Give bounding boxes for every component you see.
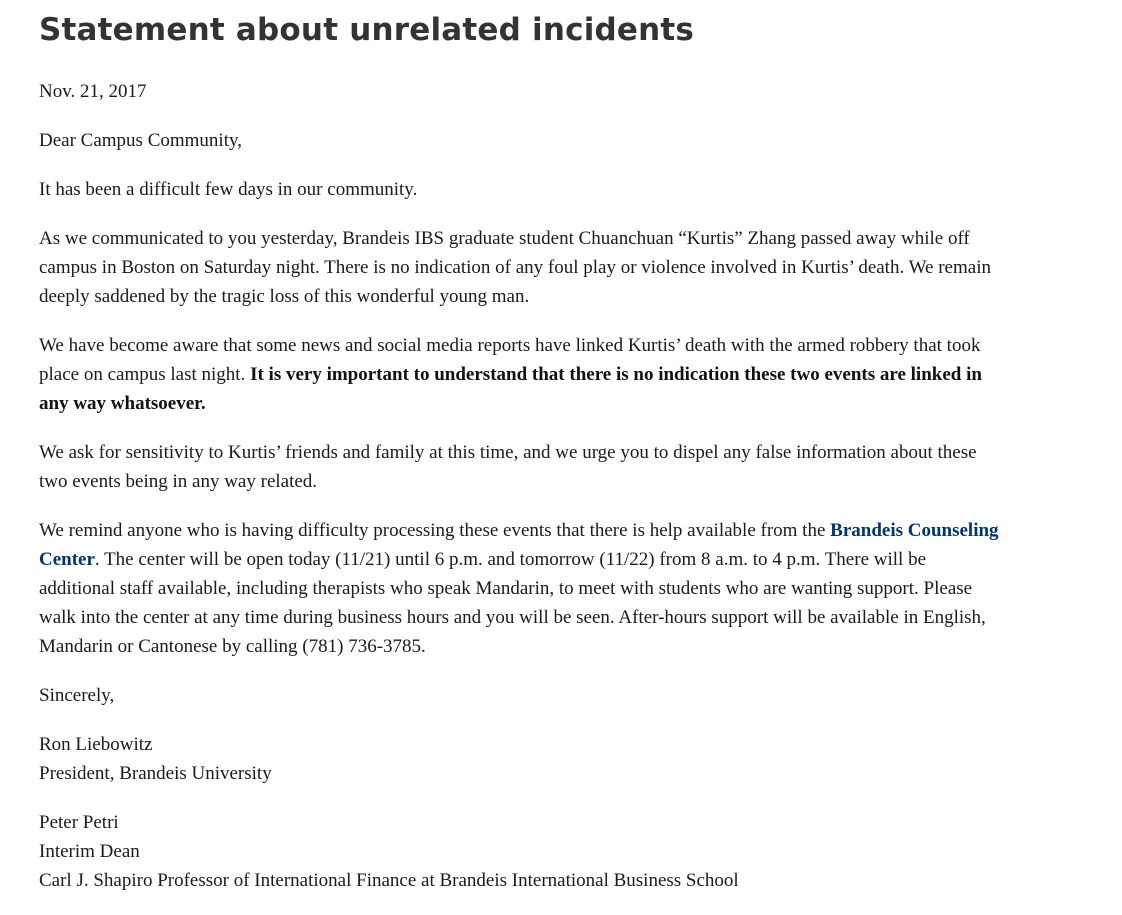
signature-block-1: [39, 730, 999, 788]
paragraph-2: As we communicated to you yesterday, Brandeis IBS graduate student Chuanchuan “Kurtis” Zhang passed away while off campus in Boston on Saturday night. There is no indication of any foul play or violence involved in Kurtis’ death. We remain deeply saddened by the tragic loss of this wonderful young man.: [39, 228, 991, 307]
paragraph-1: It has been a difficult few days in our community.: [39, 179, 418, 200]
article-date: Nov. 21, 2017: [39, 81, 147, 102]
counseling-center-link[interactable]: Brandeis Counseling Center: [39, 520, 999, 570]
signer-name: Ron Liebowitz: [39, 734, 153, 755]
paragraph-5-text-start: We remind anyone who is having difficulty processing these events that there is help available from the: [39, 520, 831, 541]
signature-block-2: [39, 808, 999, 895]
paragraph-3-text: We have become aware that some news and social media reports have linked Kurtis’ death with the armed robbery that took place on campus last night.: [39, 335, 981, 385]
paragraph-4: We ask for sensitivity to Kurtis’ friends and family at this time, and we urge you to dispel any false information about these two events being in any way related.: [39, 442, 977, 492]
signer-title: Carl J. Shapiro Professor of International Finance at Brandeis International Business School: [39, 870, 739, 891]
paragraph-5-text-end: . The center will be open today (11/21) until 6 p.m. and tomorrow (11/22) from 8 a.m. to 4 p.m. There will be additional staff available, including therapists who speak Mandarin, to meet with students who are wanting support. Please walk into the center at any time during business hours and you will be seen. After-hours support will be available in English, Mandarin or Cantonese by calling (781) 736-3785.: [39, 549, 986, 657]
signer-title: Interim Dean: [39, 841, 140, 862]
article: [39, 0, 999, 915]
signer-name: Peter Petri: [39, 812, 119, 833]
closing: Sincerely,: [39, 685, 115, 706]
paragraph-5: [39, 516, 999, 661]
page-title: Statement about unrelated incidents: [39, 12, 695, 48]
paragraph-3: [39, 331, 999, 418]
paragraph-3-emphasis: It is very important to understand that there is no indication these two events are linked in any way whatsoever.: [39, 364, 982, 414]
signer-title: President, Brandeis University: [39, 763, 272, 784]
salutation: Dear Campus Community,: [39, 130, 242, 151]
